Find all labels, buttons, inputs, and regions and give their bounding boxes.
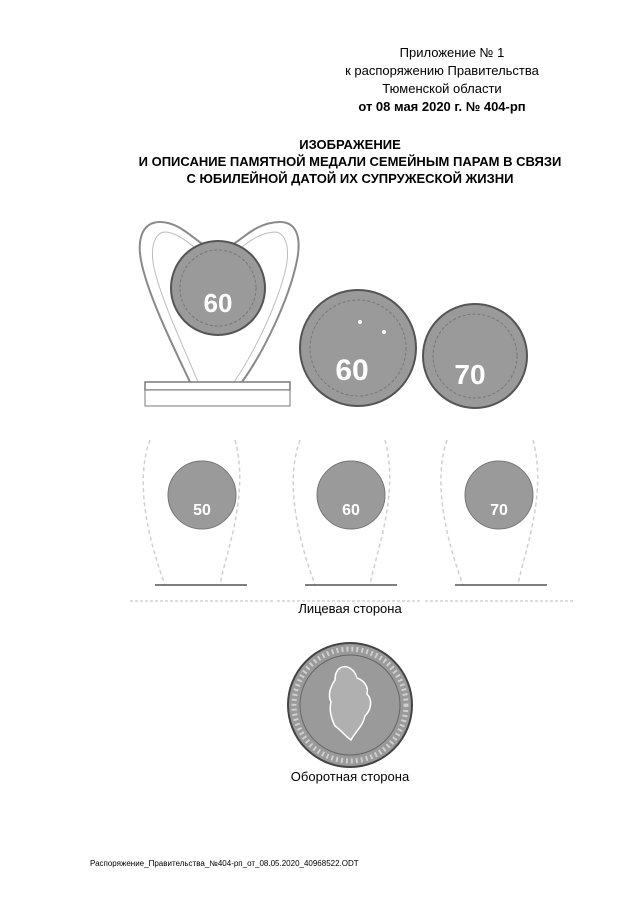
stand-1-group	[130, 440, 273, 601]
title-line-2: И ОПИСАНИЕ ПАМЯТНОЙ МЕДАЛИ СЕМЕЙНЫМ ПАРАМ В СВЯЗИ	[138, 154, 562, 169]
appendix-region: Тюменской области	[382, 81, 502, 96]
stand-2-number: 60	[342, 502, 360, 519]
large-medal-left-number: 60	[335, 354, 369, 387]
appendix-header	[292, 44, 592, 116]
appendix-date-number: от 08 мая 2020 г. № 404-рп	[358, 99, 526, 114]
stand-base-plate	[145, 390, 290, 406]
medal-reverse-side	[285, 640, 415, 770]
document-title	[100, 136, 600, 187]
medal-stands-row	[125, 435, 580, 605]
caption-front-side: Лицевая сторона	[298, 601, 402, 616]
stand-1-number: 50	[193, 502, 211, 519]
large-medal-left	[300, 290, 416, 406]
appendix-to-order: к распоряжению Правительства	[345, 63, 539, 78]
stand-medal-number: 60	[203, 288, 233, 318]
title-line-3: С ЮБИЛЕЙНОЙ ДАТОЙ ИХ СУПРУЖЕСКОЙ ЖИЗНИ	[186, 171, 514, 186]
large-medal-right-number: 70	[454, 359, 486, 390]
medal-illustration-top	[130, 210, 550, 410]
document-filename: Распоряжение_Правительства_№404-рп_от_08.05.2020_40968522.ODT	[90, 859, 359, 868]
caption-back-side: Оборотная сторона	[290, 769, 410, 784]
stand-2-group	[277, 440, 421, 601]
large-medal-right	[423, 304, 527, 408]
stand-3-number: 70	[490, 502, 508, 519]
appendix-number: Приложение № 1	[399, 45, 505, 60]
title-line-1: ИЗОБРАЖЕНИЕ	[299, 137, 401, 152]
stand-base	[145, 382, 290, 390]
stand-3-group	[425, 440, 575, 601]
